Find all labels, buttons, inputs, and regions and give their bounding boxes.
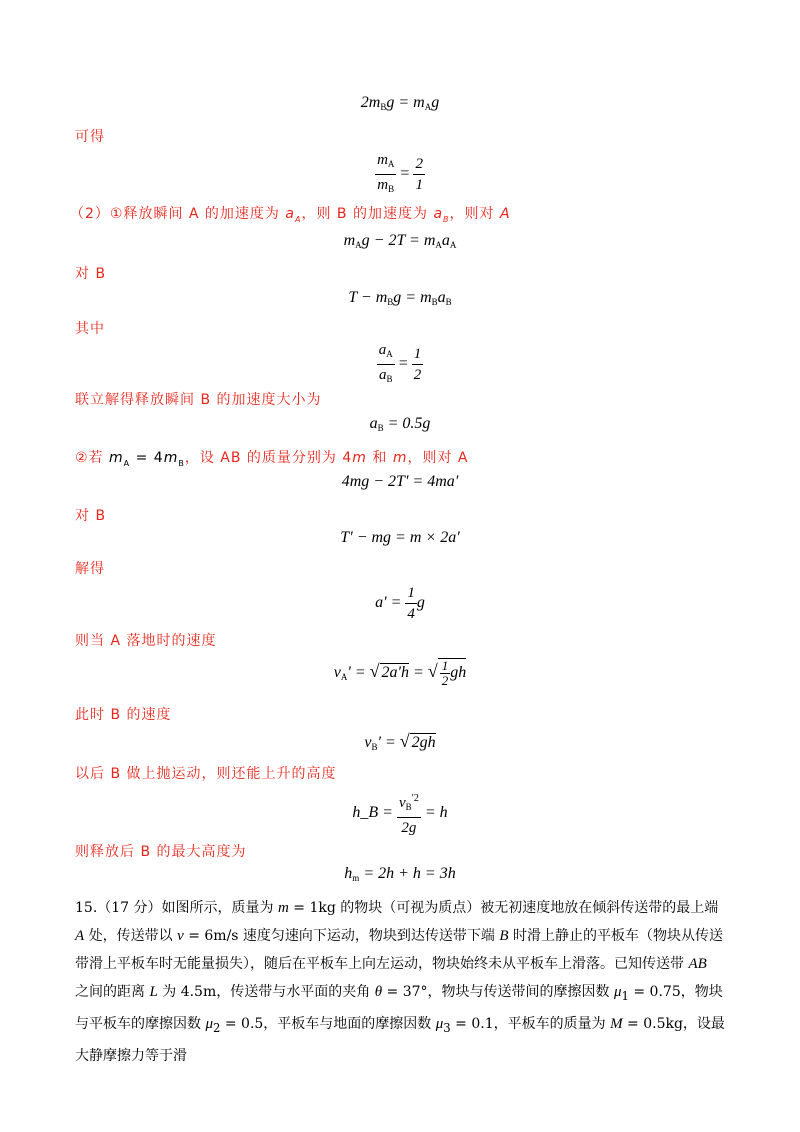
denominator: 1 <box>415 177 423 193</box>
question-15: 15.（17 分）如图所示，质量为 m = 1kg 的物块（可视为质点）被无初速度地放在倾斜传送带的最上端 A 处，传送带以 v = 6m/s 速度匀速向下运动，物块到达传送带下端 B 时滑上静止的平板车（物块从传送带滑上平板车时无能量损失），随后在平板车上向左运动，物块始终未从平板车上滑落。已知传送带 AB 之间的距离 L 为 4.5m，传送带与水平面的夹角 θ = 37°，物块与传送带间的摩擦因数 $\mu_1 = 0.75$，物块与平板车的摩擦因数 $\mu_2 = 0.5$，平板车与地面的摩擦因数 $\mu_3 = 0.1$，平板车的质量为 M = 0.5kg，设最大静摩擦力等于滑 <box>75 900 725 1064</box>
numerator: 1 <box>412 344 424 365</box>
denominator: $a_B$ <box>378 367 393 384</box>
equation-11: $v_B'$ = √ 2gh <box>364 731 436 752</box>
fraction <box>397 789 421 838</box>
denominator: 2g <box>401 820 417 836</box>
label-max: 则释放后 B 的最大高度为 <box>75 844 247 860</box>
label-part2: （2）①释放瞬间 A 的加速度为 $a_A$，则 B 的加速度为 $a_B$，则对 A <box>70 206 511 224</box>
fraction <box>377 340 395 389</box>
label-rise: 以后 B 做上抛运动，则还能上升的高度 <box>75 766 337 782</box>
numerator: $v_B^{'2}$ <box>397 789 421 818</box>
numerator: 2 <box>413 154 425 175</box>
equation-rhs: g <box>416 594 425 612</box>
equation-text: $2m_Bg = m_Ag$ <box>360 94 440 112</box>
label-qizhong: 其中 <box>75 321 105 337</box>
fraction-rhs <box>413 154 425 195</box>
equation-4: $T - m_Bg = m_Ba_B$ <box>348 289 452 307</box>
label-kede: 可得 <box>75 129 105 145</box>
label-dui-b-1: 对 B <box>75 266 107 282</box>
fraction <box>375 150 396 199</box>
equation-3: $m_Ag - 2T = m_Aa_A$ <box>343 232 457 250</box>
fraction <box>405 583 417 624</box>
label-b-vel: 此时 B 的速度 <box>75 707 172 723</box>
equation-2: $\frac{m_A}{m_B}$ = $\frac{2}{1}$ <box>0 150 800 199</box>
label-a-land: 则当 A 落地时的速度 <box>75 633 217 649</box>
equation-10: $v_A'$ = √ 2a′h = √ $\frac{1}{2}$ gh <box>333 658 467 688</box>
equation-rhs: = h <box>424 804 448 822</box>
label-lianli: 联立解得释放瞬间 B 的加速度大小为 <box>75 392 322 408</box>
equation-8: T′ − mg = m × 2a′ <box>340 529 460 546</box>
equation-9 <box>0 583 800 624</box>
equation-5: $\frac{a_A}{a_B}$ = $\frac{1}{2}$ <box>0 340 800 389</box>
numerator: $m_A$ <box>375 150 396 175</box>
equation-7: 4mg − 2T′ = 4ma′ <box>341 473 459 490</box>
numerator: 1 <box>405 583 417 604</box>
denominator: 4 <box>407 606 415 622</box>
numerator: $a_A$ <box>377 340 395 365</box>
label-dui-b-2: 对 B <box>75 508 107 524</box>
equation-lhs: h_B = <box>352 804 393 822</box>
equation-1 <box>0 94 800 112</box>
label-ruo: ②若 $m_A = 4m_B$，设 AB 的质量分别为 4m 和 m，则对 A <box>75 450 469 468</box>
denominator: $m_B$ <box>377 177 395 194</box>
equation-lhs: a′ = <box>375 594 402 612</box>
label-jiede: 解得 <box>75 561 105 577</box>
denominator: 2 <box>413 367 422 383</box>
equation-6: $a_B = 0.5g$ <box>369 415 431 433</box>
equation-12 <box>0 789 800 838</box>
fraction-rhs <box>412 344 424 385</box>
equation-13: $h_m = 2h + h = 3h$ <box>344 865 456 883</box>
